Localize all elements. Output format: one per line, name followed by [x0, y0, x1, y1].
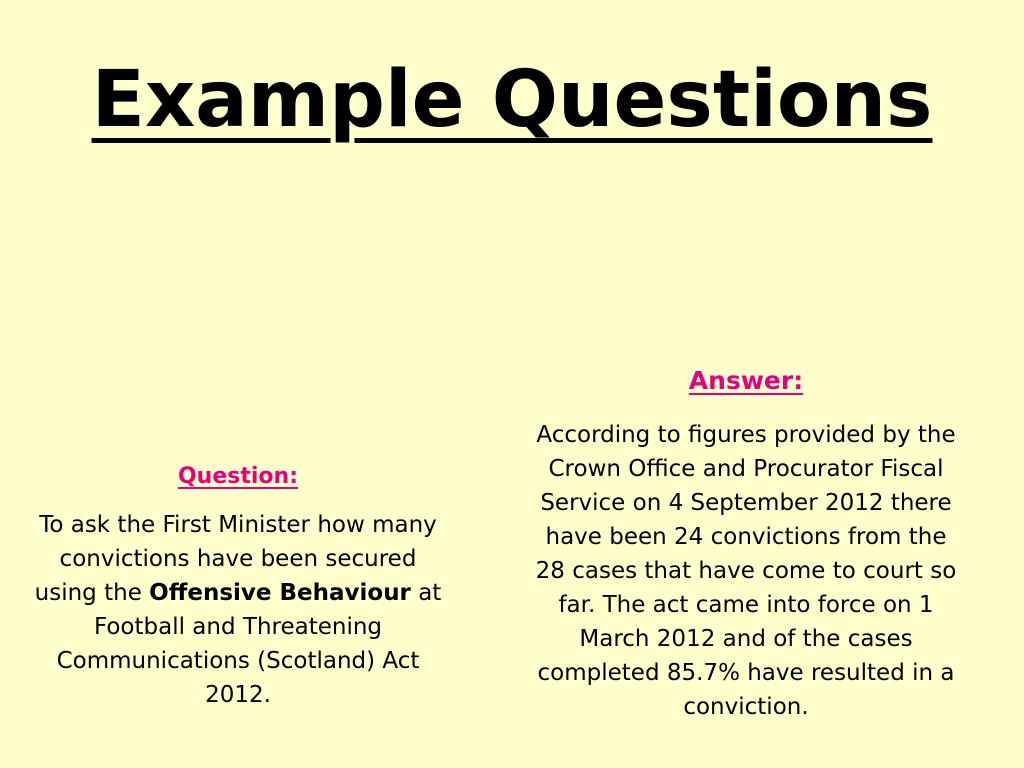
- question-section: [28, 460, 448, 712]
- question-text-bold: Offensive Behaviour: [149, 580, 411, 606]
- question-text-after: at Football and Threatening Communications (Scotland) Act 2012.: [56, 580, 442, 708]
- question-text-before: To ask the First Minister how many convictions have been secured using the: [34, 512, 437, 606]
- answer-text: According to figures provided by the Crown Office and Procurator Fiscal Service on 4 September 2012 there have been 24 convictions from the 28 cases that have come to court so far. The act came into force on 1 March 2012 and of the cases completed 85.7% have resulted in a conviction.: [535, 422, 957, 720]
- question-heading: Question:: [177, 464, 298, 489]
- answer-section: [528, 364, 964, 724]
- question-text: [28, 508, 448, 712]
- page-title: [0, 50, 1024, 150]
- answer-heading: Answer:: [688, 366, 804, 395]
- page-title-text: Example Questions: [91, 55, 933, 145]
